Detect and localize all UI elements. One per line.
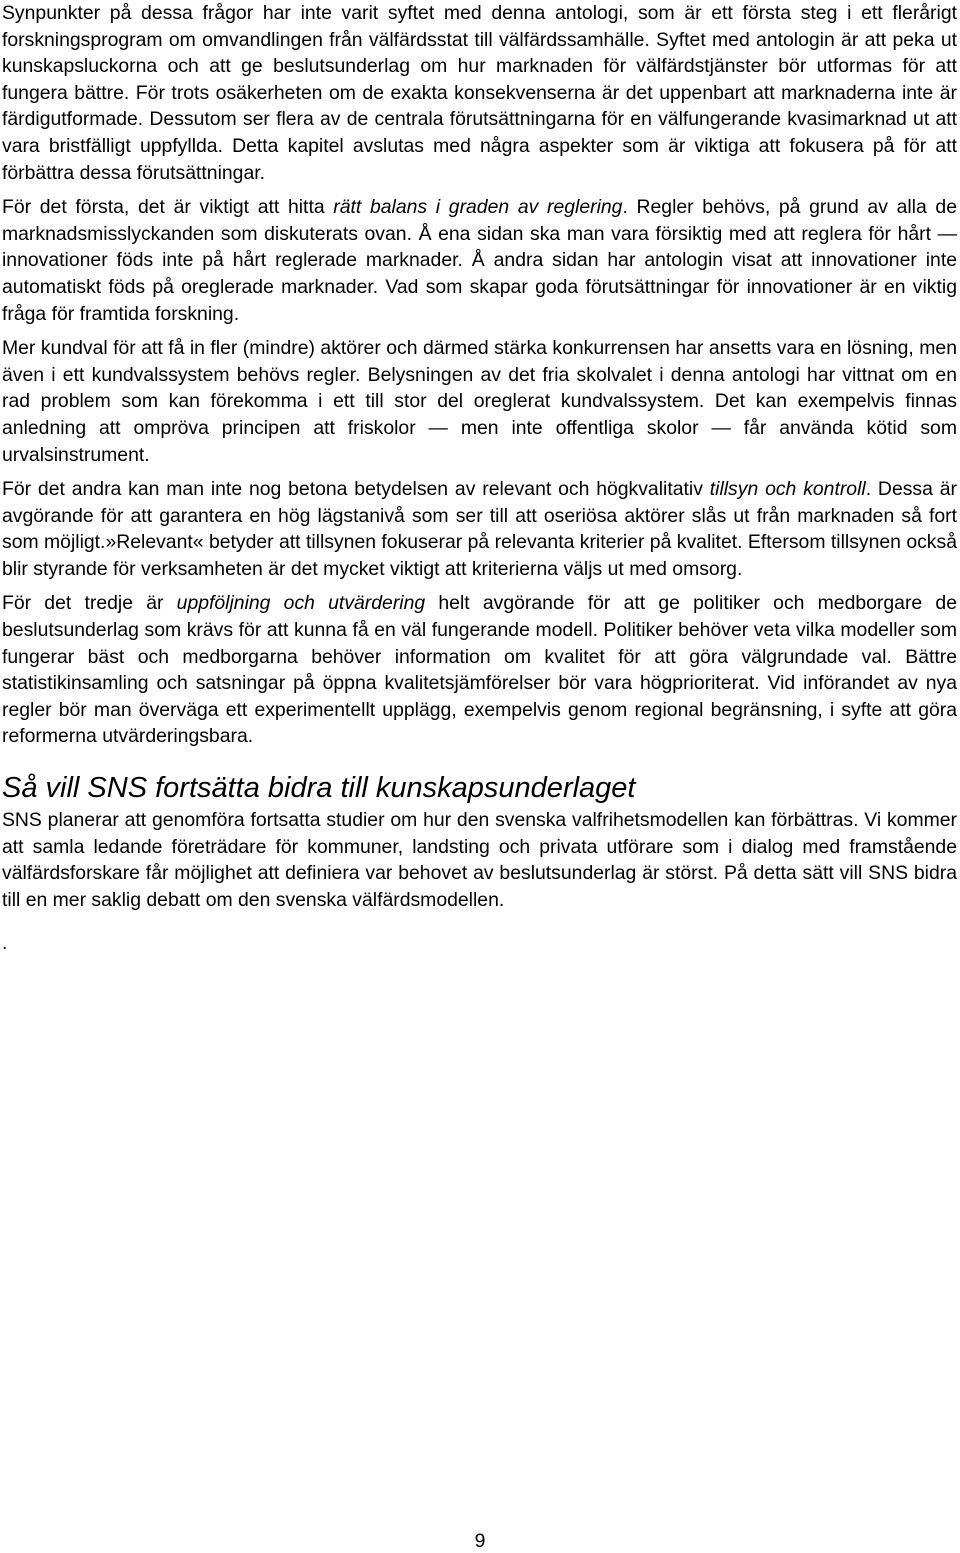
closing-paragraph: SNS planerar att genomföra fortsatta studier om hur den svenska valfrihetsmodellen kan förbättras. Vi kommer att samla ledande företrädare för kommuner, landsting och privata utförare som i dialog med framstående välfärdsforskare får möjlighet att definiera var behovet av beslutsunderlag är störst. På detta sätt vill SNS bidra till en mer saklig debatt om den svenska välfärdsmodellen. (2, 809, 957, 911)
paragraph-5-text-b: helt avgörande för att ge politiker och medborgare de beslutsunderlag som krävs för att kunna få en väl fungerande modell. Politiker behöver veta vilka modeller som fungerar bäst och medborgarna behöver information om kvalitet för att göra välgrundade val. Bättre statistikinsamling och satsningar på öppna kvalitetsjämförelser bör vara högprioriterat. Vid införandet av nya regler bör man överväga ett experimentellt upplägg, exempelvis genom regional begränsning, i syfte att göra reformerna utvärderingsbara. (2, 592, 957, 748)
paragraph-2-text-b: . Regler behövs, på grund av alla de marknadsmisslyckanden som diskuterats ovan. Å ena sidan ska man vara försiktig med att reglera för hårt — innovationer föds inte på hårt reglerade marknader. Å andra sidan har antologin visat att innovationer inte automatiskt föds på oreglerade marknader. Vad som skapar goda förutsättningar för innovationer är en viktig fråga för framtida forskning. (2, 196, 957, 325)
paragraph-1 (2, 0, 957, 186)
section-heading: Så vill SNS fortsätta bidra till kunskapsunderlaget (2, 772, 636, 805)
paragraph-2-emphasis: rätt balans i graden av reglering (333, 196, 623, 219)
trailing-mark: . (2, 932, 8, 955)
paragraph-3 (2, 335, 957, 468)
paragraph-5 (2, 590, 957, 750)
paragraph-4-text-b: . Dessa är avgörande för att garantera en hög lägstanivå som ser till att oseriösa aktörer slås ut från marknaden så fort som möjligt.»Relevant« betyder att tillsynen fokuserar på relevanta kriterier på kvalitet. Eftersom tillsynen också blir styrande för verksamheten är det mycket viktigt att kriterierna väljs ut med omsorg. (2, 478, 957, 580)
paragraph-4-text-a: För det andra kan man inte nog betona betydelsen av relevant och högkvalitativ (2, 478, 710, 501)
document-body (2, 0, 957, 955)
paragraph-3-text: Mer kundval för att få in fler (mindre) aktörer och därmed stärka konkurrensen har ansetts vara en lösning, men även i ett kundvalssystem behövs regler. Belysningen av det fria skolvalet i denna antologi har vittnat om en rad problem som kan förekomma i ett till stor del oreglerat kundvalssystem. Det kan exempelvis finnas anledning att ompröva principen att friskolor — men inte offentliga skolor — får använda kötid som urvalsinstrument. (2, 337, 957, 466)
paragraph-4 (2, 476, 957, 582)
paragraph-5-emphasis: uppföljning och utvärdering (176, 592, 426, 615)
paragraph-5-text-a: För det tredje är (2, 592, 177, 615)
paragraph-2 (2, 194, 957, 327)
paragraph-2-text-a: För det första, det är viktigt att hitta (2, 196, 334, 219)
paragraph-4-emphasis: tillsyn och kontroll (709, 478, 866, 501)
page-number: 9 (474, 1530, 486, 1552)
paragraph-1-text: Synpunkter på dessa frågor har inte varit syftet med denna antologi, som är ett första steg i ett flerårigt forskningsprogram om omvandlingen från välfärdsstat till välfärdssamhälle. Syftet med antologin är att peka ut kunskapsluckorna och att ge beslutsunderlag om hur marknaden för välfärdstjänster bör utformas för att fungera bättre. För trots osäkerheten om de exakta konsekvenserna är det uppenbart att marknaderna inte är färdigutformade. Dessutom ser flera av de centrala förutsättningarna för en välfungerande kvasimarknad ut att vara bristfälligt uppfyllda. Detta kapitel avslutas med några aspekter som är viktiga att fokusera på för att förbättra dessa förutsättningar. (2, 2, 957, 184)
